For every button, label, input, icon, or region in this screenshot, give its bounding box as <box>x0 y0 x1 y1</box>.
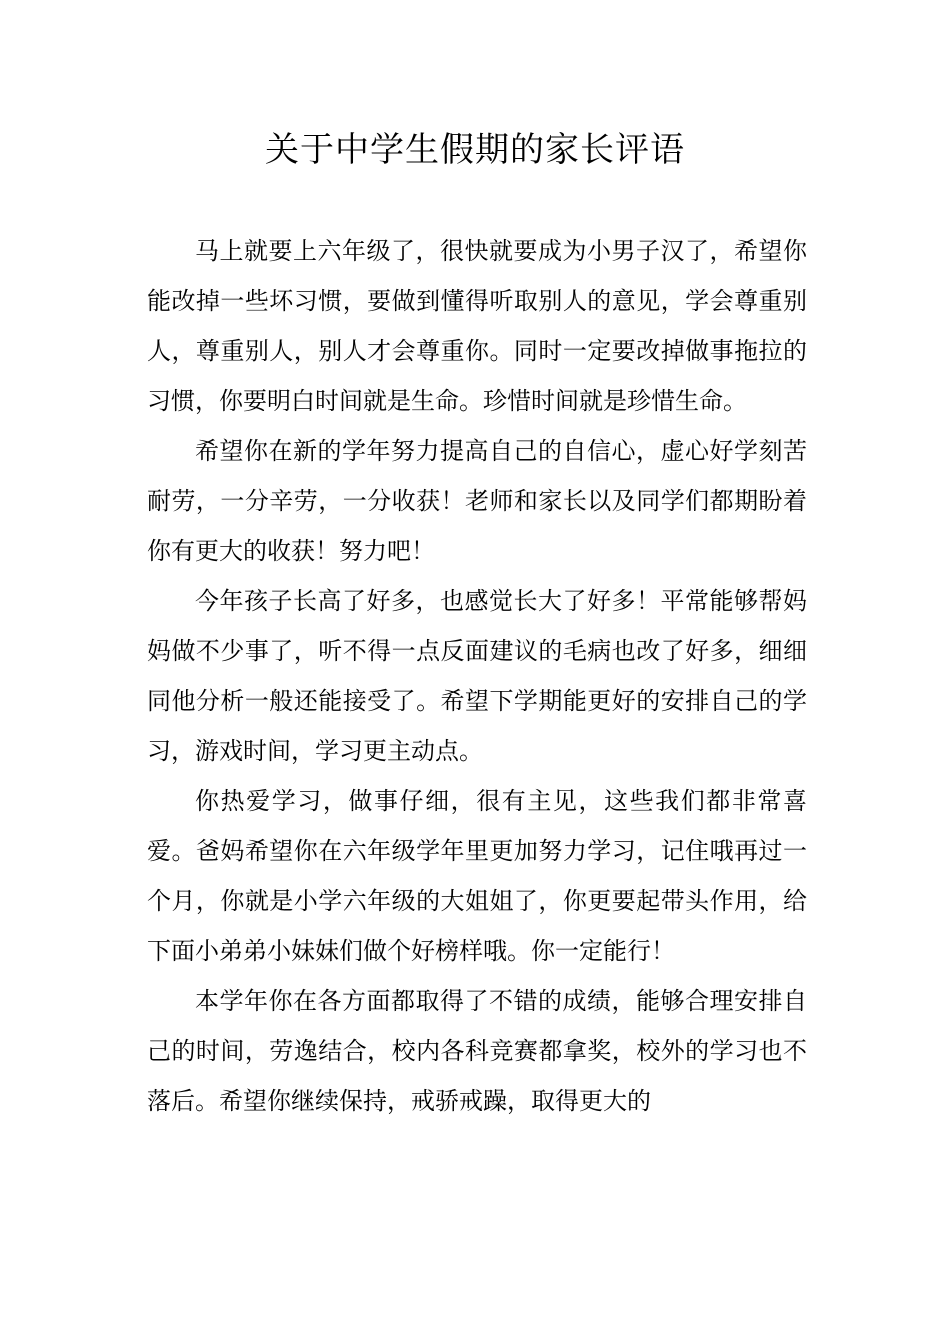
document-title: 关于中学生假期的家长评语 <box>265 130 685 170</box>
paragraph: 你热爱学习，做事仔细，很有主见，这些我们都非常喜爱。爸妈希望你在六年级学年里更加努力学习，记住哦再过一个月，你就是小学六年级的大姐姐了，你更要起带头作用，给下面小弟弟小妹妹们做个好榜样哦。你一定能行！ <box>147 787 807 965</box>
paragraph: 希望你在新的学年努力提高自己的自信心，虚心好学刻苦耐劳，一分辛劳，一分收获！老师和家长以及同学们都期盼着你有更大的收获！努力吧！ <box>147 437 807 565</box>
paragraph: 今年孩子长高了好多，也感觉长大了好多！平常能够帮妈妈做不少事了，听不得一点反面建议的毛病也改了好多，细细同他分析一般还能接受了。希望下学期能更好的安排自己的学习，游戏时间，学习更主动点。 <box>147 587 807 765</box>
document-body <box>147 226 807 1126</box>
paragraph: 马上就要上六年级了，很快就要成为小男子汉了，希望你能改掉一些坏习惯，要做到懂得听取别人的意见，学会尊重别人，尊重别人，别人才会尊重你。同时一定要改掉做事拖拉的习惯，你要明白时间就是生命。珍惜时间就是珍惜生命。 <box>147 237 807 415</box>
paragraph: 本学年你在各方面都取得了不错的成绩，能够合理安排自己的时间，劳逸结合，校内各科竞赛都拿奖，校外的学习也不落后。希望你继续保持，戒骄戒躁，取得更大的 <box>147 987 807 1115</box>
